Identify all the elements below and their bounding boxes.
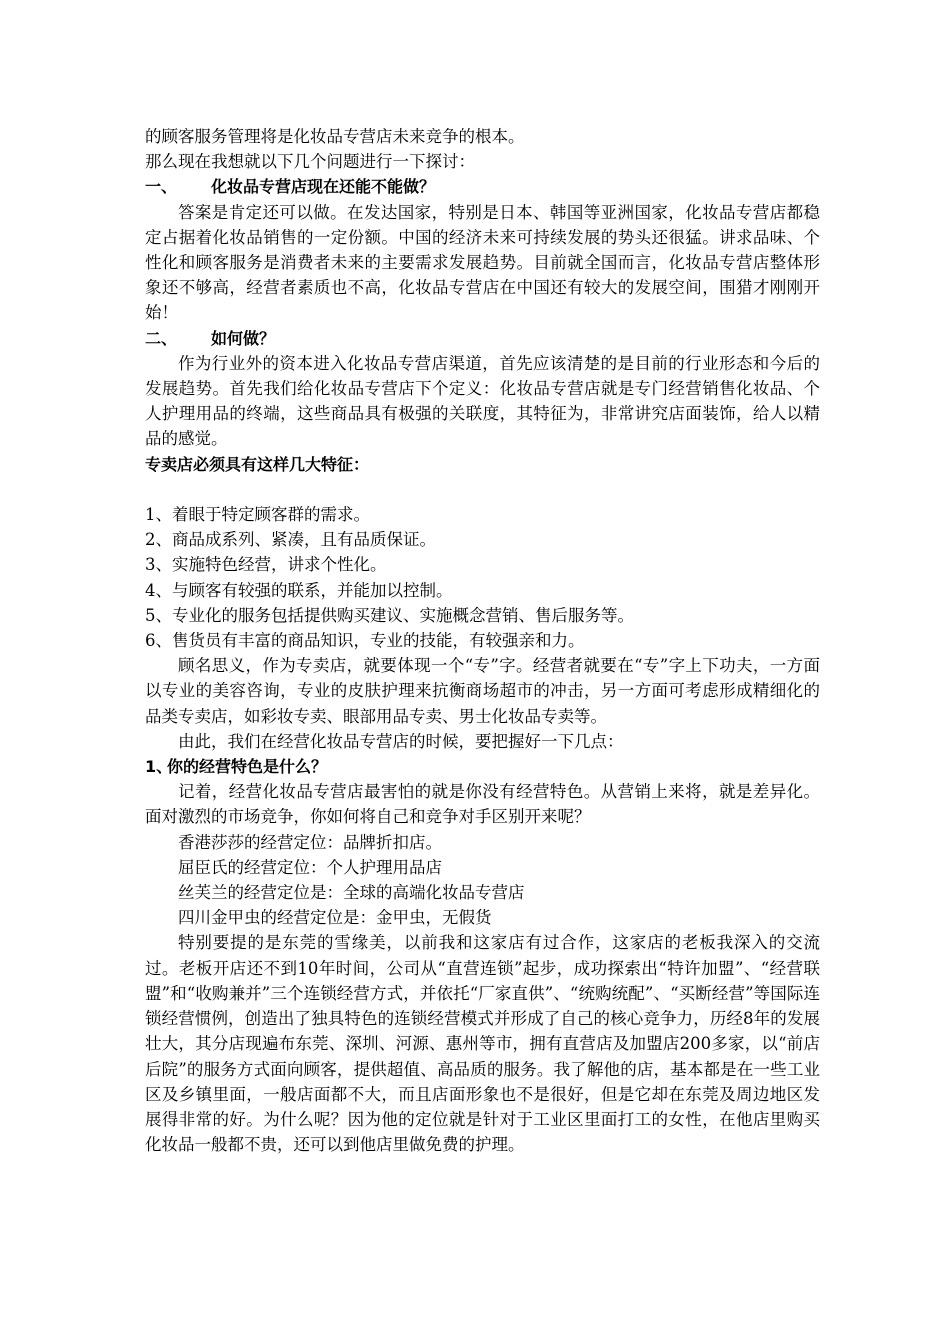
paragraph: 由此，我们在经营化妆品专营店的时候，要把握好一下几点： [178,731,624,751]
heading-text: 化妆品专营店现在还能不能做？ [211,177,436,197]
heading-number: 1、 [145,757,173,777]
list-item: 4、与顾客有较强的联系，并能加以控制。 [145,580,453,600]
list-item: 2、商品成系列、紧凑，且有品质保证。 [145,530,436,550]
paragraph: 四川金甲虫的经营定位是：金甲虫，无假货 [178,908,492,928]
list-item: 5、专业化的服务包括提供购买建议、实施概念营销、售后服务等。 [145,605,634,625]
paragraph-line: 的顾客服务管理将是化妆品专营店未来竞争的根本。 [145,127,525,146]
heading-number: 二、 [145,328,178,348]
paragraph: 香港莎莎的经营定位：品牌折扣店。 [178,832,442,852]
paragraph: 作为行业外的资本进入化妆品专营店渠道，首先应该清楚的是目前的行业形态和今后的发展趋势。首先我们给化妆品专营店下个定义：化妆品专营店就是专门经营销售化妆品、个人护理用品的终端，这些商品具有极强的关联度，其特征为，非常讲究店面装饰，给人以精品的感觉。 [145,353,820,449]
heading-number: 一、 [145,177,178,197]
paragraph: 记着，经营化妆品专营店最害怕的就是你没有经营特色。从营销上来将，就是差异化。面对激烈的市场竞争，你如何将自己和竞争对手区别开来呢？ [145,782,820,827]
heading-2 [145,326,820,351]
blank-line [145,477,820,502]
paragraph: 特别要提的是东莞的雪缘美，以前我和这家店有过合作，这家店的老板我深入的交流过。老板开店还不到10年时间，公司从“直营连锁”起步，成功探索出“特许加盟”、“经营联盟”和“收购兼并”三个连锁经营方式，并依托“厂家直供”、“统购统配”、“买断经营”等国际连锁经营惯例，创造出了独具特色的连锁经营模式并形成了自己的核心竞争力，历经8年的发展壮大，其分店现遍布东莞、深圳、河源、惠州等市，拥有直营店及加盟店200多家，以“前店后院”的服务方式面向顾客，提供超值、高品质的服务。我了解他的店，基本都是在一些工业区及乡镇里面，一般店面都不大，而且店面形象也不是很好，但是它却在东莞及周边地区发展得非常的好。为什么呢？因为他的定位就是针对于工业区里面打工的女性，在他店里购买化妆品一般都不贵，还可以到他店里做免费的护理。 [145,933,820,1155]
heading-1 [145,174,820,199]
list-item: 3、实施特色经营，讲求个性化。 [145,555,387,575]
heading-3 [145,754,820,779]
heading-text: 你的经营特色是什么？ [167,757,328,777]
heading-text: 如何做？ [211,328,276,348]
paragraph: 顾名思义，作为专卖店，就要体现一个“专”字。经营者就要在“专”字上下功夫，一方面以专业的美容咨询，专业的皮肤护理来抗衡商场超市的冲击，另一方面可考虑形成精细化的 品类专卖店，如彩妆专卖、眼部用品专卖、男士化妆品专卖等。 [145,656,837,726]
paragraph: 丝芙兰的经营定位是：全球的高端化妆品专营店 [178,883,525,903]
document-body [145,124,837,1157]
list-item: 1、着眼于特定顾客群的需求。 [145,505,370,525]
heading-features: 专卖店必须具有这样几大特征： [145,454,370,474]
paragraph: 答案是肯定还可以做。在发达国家，特别是日本、韩国等亚洲国家，化妆品专营店都稳定占据着化妆品销售的一定份额。中国的经济未来可持续发展的势头还很猛。讲求品味、个性化和顾客服务是消费者未来的主要需求发展趋势。目前就全国而言，化妆品专营店整体形象还不够高，经营者素质也不高，化妆品专营店在中国还有较大的发展空间，围猎才刚刚开始！ [145,202,820,323]
paragraph-line: 那么现在我想就以下几个问题进行一下探讨： [145,152,475,172]
list-item: 6、售货员有丰富的商品知识，专业的技能，有较强亲和力。 [145,631,585,651]
paragraph: 屈臣氏的经营定位：个人护理用品店 [178,857,442,877]
